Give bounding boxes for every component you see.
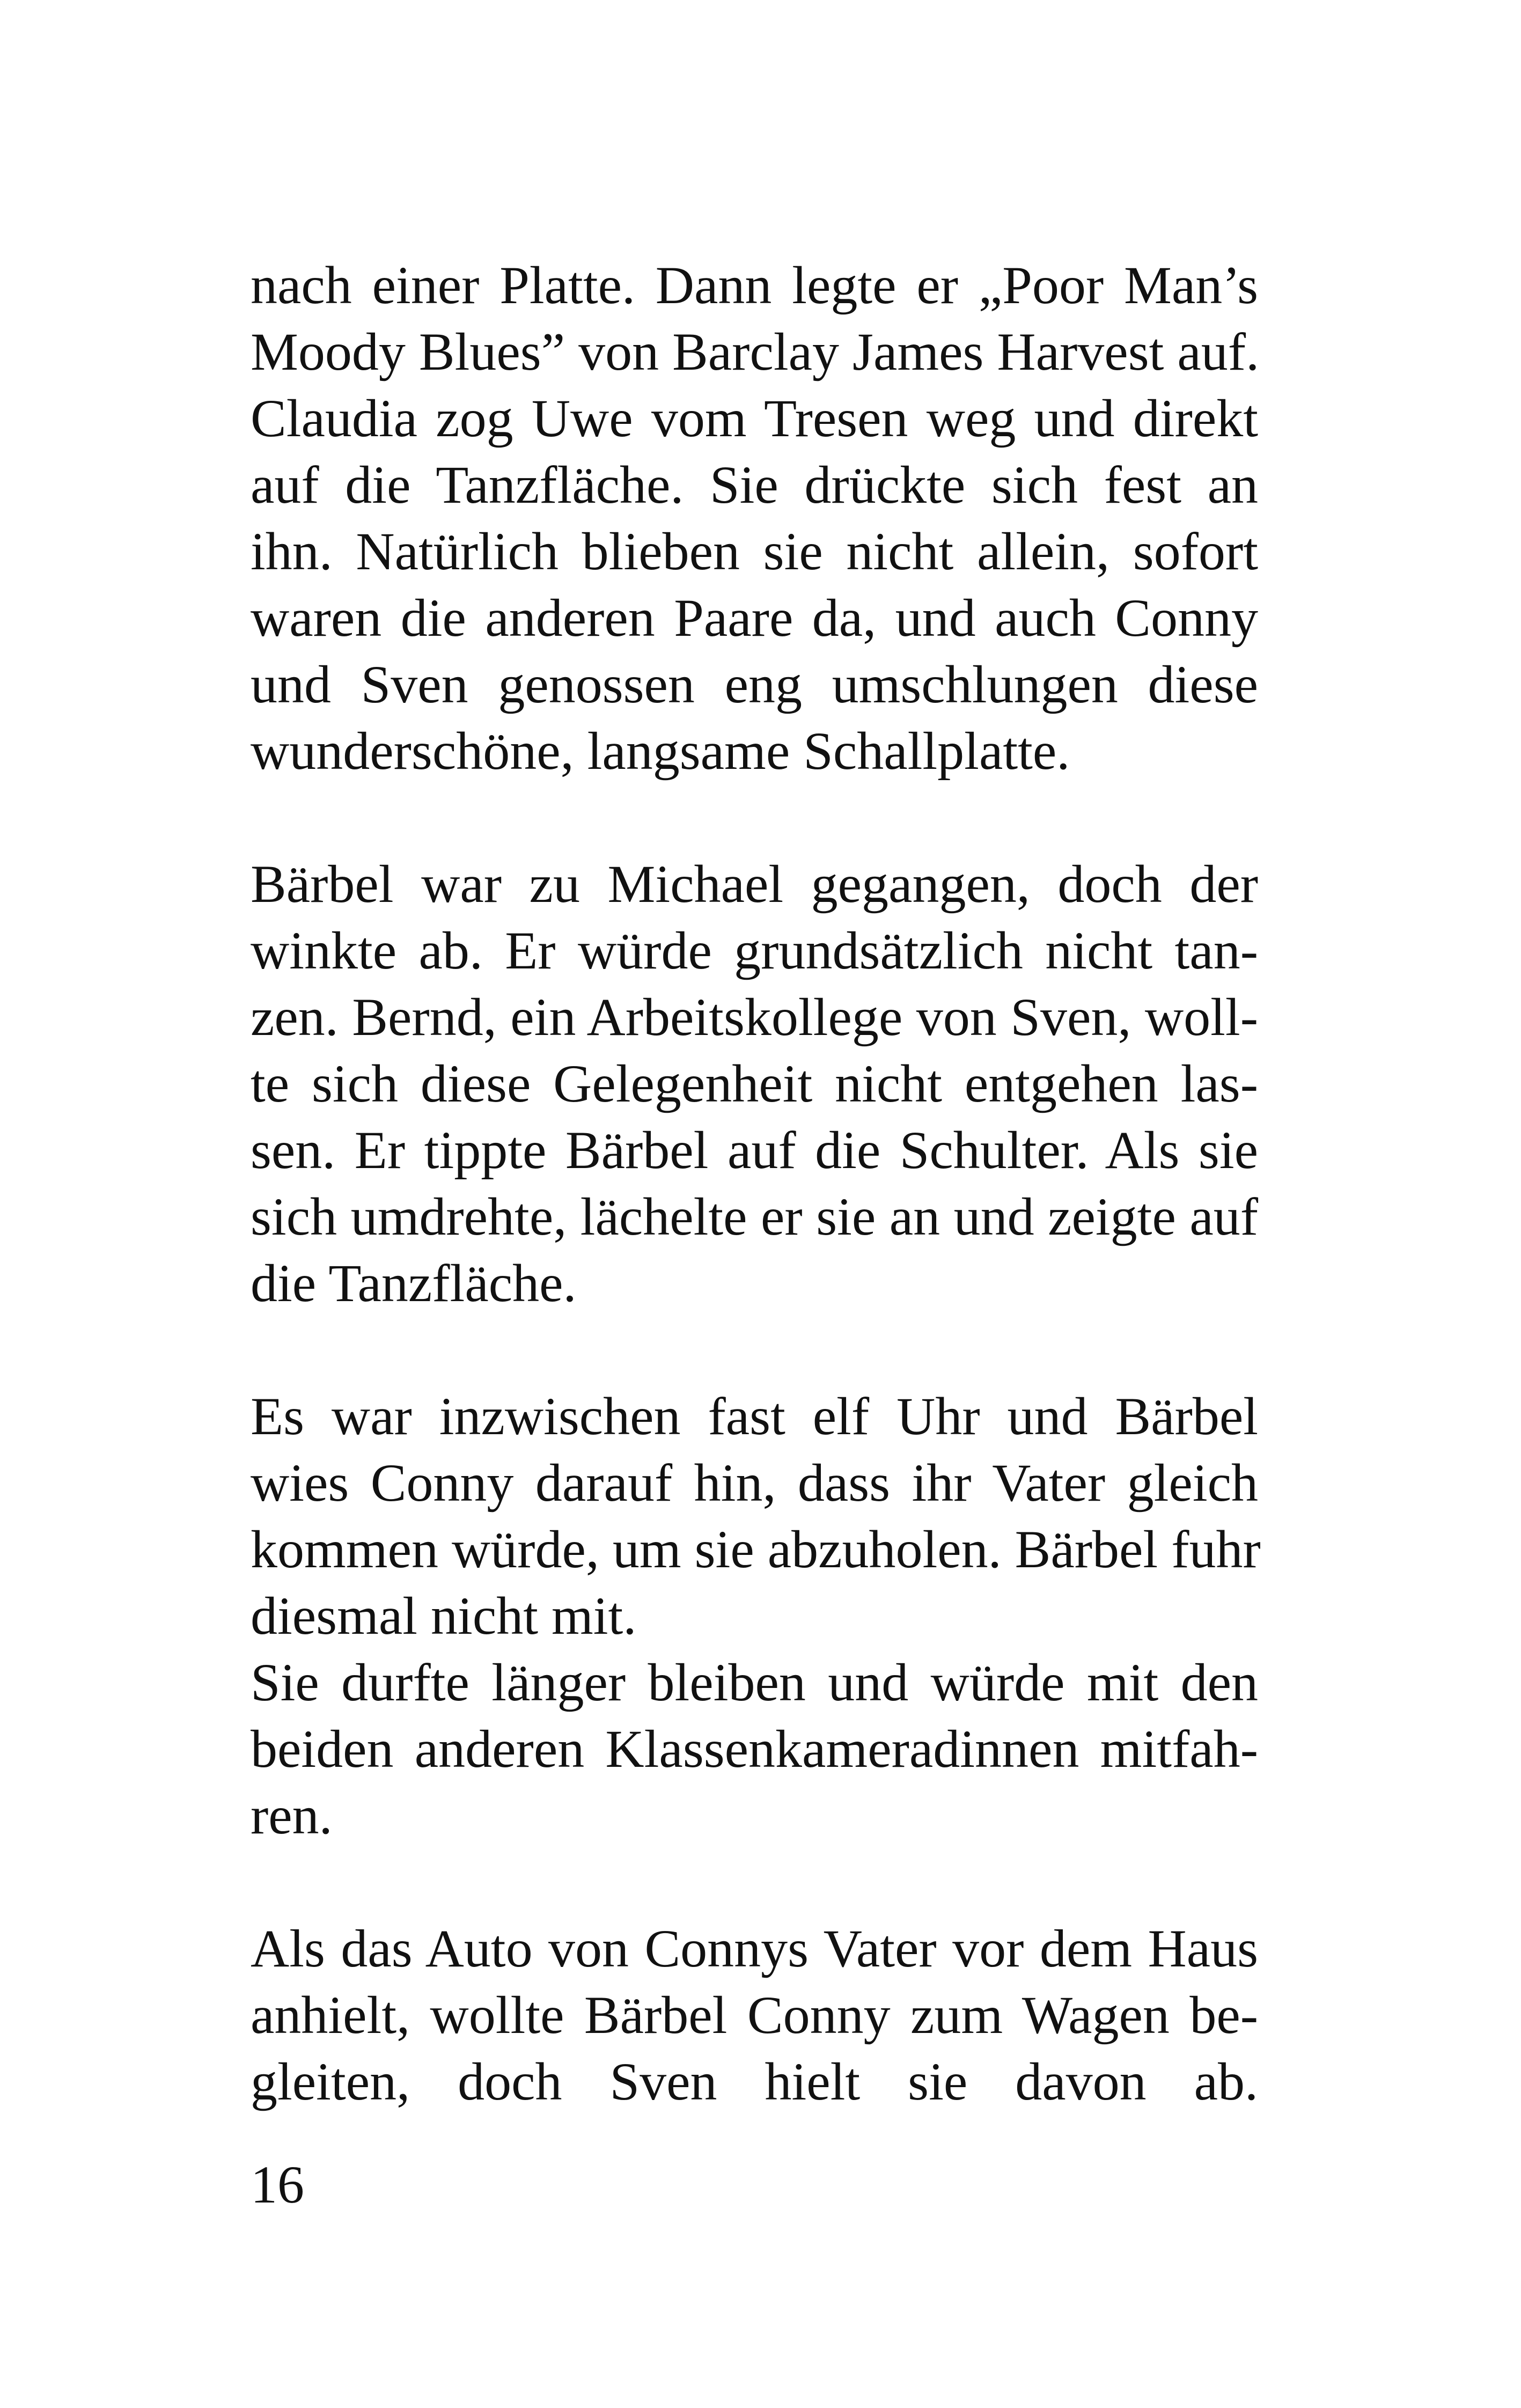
text-line: diesmal nicht mit. (251, 1586, 637, 1646)
text-line: ihn. Natürlich blieben sie nicht allein, sofort (251, 522, 1258, 581)
body-text (251, 252, 1261, 2115)
text-line: Moody Blues” von Barclay James Harvest auf. (251, 322, 1260, 381)
paragraph (251, 1649, 1258, 1849)
text-line: beiden anderen Klassenkameradinnen mitfah- (251, 1719, 1258, 1779)
text-line: nach einer Platte. Dann legte er „Poor Man’s (251, 255, 1258, 315)
text-line: zen. Bernd, ein Arbeitskollege von Sven, woll- (251, 987, 1258, 1047)
text-line: die Tanzfläche. (251, 1253, 577, 1313)
paragraph-gap (251, 1317, 1258, 1383)
text-line: sen. Er tippte Bärbel auf die Schulter. Als sie (251, 1120, 1258, 1180)
text-line: Sie durfte länger bleiben und würde mit den (251, 1653, 1258, 1712)
text-line: wunderschöne, langsame Schallplatte. (251, 721, 1070, 781)
text-line: Als das Auto von Connys Vater vor dem Haus (251, 1919, 1258, 1978)
text-line: wies Conny darauf hin, dass ihr Vater gleich (251, 1453, 1258, 1513)
text-line: Es war inzwischen fast elf Uhr und Bärbel (251, 1386, 1258, 1446)
text-line: winkte ab. Er würde grundsätzlich nicht tan- (251, 921, 1258, 980)
paragraph-gap (251, 784, 1258, 851)
text-line: Claudia zog Uwe vom Tresen weg und direkt (251, 388, 1258, 448)
text-line: gleiten, doch Sven hielt sie davon ab. (251, 2052, 1258, 2111)
paragraph-gap (251, 1849, 1258, 1915)
text-line: kommen würde, um sie abzuholen. Bärbel fuhr (251, 1519, 1261, 1579)
text-line: anhielt, wollte Bärbel Conny zum Wagen be- (251, 1985, 1258, 2045)
text-line: ren. (251, 1786, 333, 1845)
text-line: te sich diese Gelegenheit nicht entgehen las- (251, 1054, 1258, 1113)
paragraph (251, 851, 1258, 1317)
paragraph (251, 1915, 1258, 2115)
paragraph (251, 252, 1258, 784)
text-line: auf die Tanzfläche. Sie drückte sich fest an (251, 455, 1258, 515)
text-line: sich umdrehte, lächelte er sie an und zeigte auf (251, 1187, 1258, 1246)
text-line: und Sven genossen eng umschlungen diese (251, 655, 1258, 714)
paragraph (251, 1383, 1261, 1649)
text-line: Bärbel war zu Michael gegangen, doch der (251, 854, 1258, 914)
page-number: 16 (251, 2155, 304, 2214)
text-line: waren die anderen Paare da, und auch Conny (251, 588, 1258, 648)
